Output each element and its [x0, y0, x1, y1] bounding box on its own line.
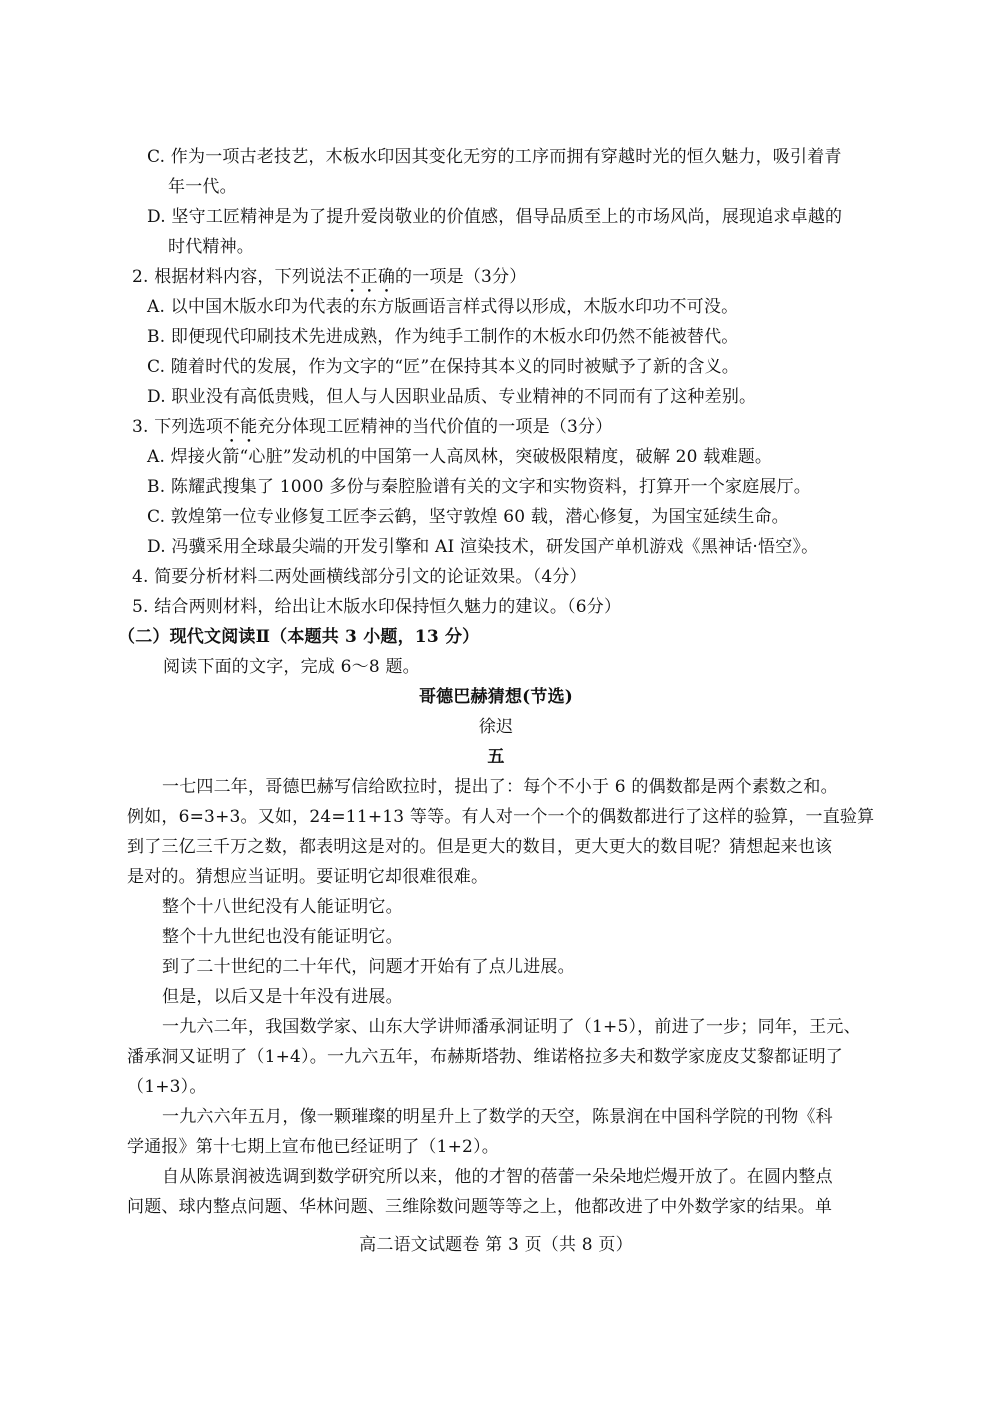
article-line: 一九六六年五月，像一颗璀璨的明星升上了数学的天空，陈景润在中国科学院的刊物《科	[162, 1107, 833, 1127]
article-line: 整个十八世纪没有人能证明它。	[162, 897, 403, 917]
section-heading: （二）现代文阅读Ⅱ（本题共 3 小题，13 分）	[118, 627, 480, 647]
article-line: 学通报》第十七期上宣布他已经证明了（1+2）。	[127, 1137, 499, 1157]
article-author: 徐迟	[478, 717, 514, 737]
q2-stem	[132, 266, 526, 297]
article-line: （1+3）。	[127, 1077, 207, 1097]
article-section-number: 五	[487, 747, 505, 767]
q2-stem-end: 的一项是（3分）	[395, 267, 527, 287]
article-line: 自从陈景润被选调到数学研究所以来，他的才智的蓓蕾一朵朵地烂熳开放了。在圆内整点	[162, 1167, 833, 1187]
q1-option-d-line1: D. 坚守工匠精神是为了提升爱岗敬业的价值感，倡导品质至上的市场风尚，展现追求卓越的	[147, 207, 843, 227]
section-instruction: 阅读下面的文字，完成 6～8 题。	[163, 657, 420, 677]
q3-stem-start: 3. 下列选项	[132, 417, 224, 437]
q5-text: 5. 结合两则材料，给出让木版水印保持恒久魅力的建议。（6分）	[132, 597, 622, 617]
article-line: 整个十九世纪也没有能证明它。	[162, 927, 403, 947]
q3-stem-end: 充分体现工匠精神的当代价值的一项是（3分）	[257, 417, 613, 437]
page-footer: 高二语文试题卷 第 3 页（共 8 页）	[359, 1235, 633, 1255]
q1-option-d-line2: 时代精神。	[168, 237, 254, 257]
article-line: 但是，以后又是十年没有进展。	[162, 987, 403, 1007]
q2-option-b: B. 即便现代印刷技术先进成熟，作为纯手工制作的木板水印仍然不能被替代。	[147, 327, 739, 347]
q2-stem-start: 2. 根据材料内容，下列说法	[132, 267, 344, 287]
article-line: 到了二十世纪的二十年代，问题才开始有了点儿进展。	[162, 957, 575, 977]
article-line: 一九六二年，我国数学家、山东大学讲师潘承洞证明了（1+5），前进了一步；同年，王元、	[162, 1017, 861, 1037]
q3-option-c: C. 敦煌第一位专业修复工匠李云鹤，坚守敦煌 60 载，潜心修复，为国宝延续生命。	[147, 507, 789, 527]
article-title: 哥德巴赫猜想(节选)	[418, 687, 574, 707]
q3-stem	[132, 416, 612, 447]
article-line: 潘承洞又证明了（1+4）。一九六五年，布赫斯塔勃、维诺格拉多夫和数学家庞皮艾黎都证明了	[127, 1047, 843, 1067]
q3-stem-emphasis: 不能	[223, 417, 258, 437]
q3-option-d: D. 冯骥采用全球最尖端的开发引擎和 AI 渲染技术，研发国产单机游戏《黑神话·悟空》。	[147, 537, 819, 557]
article-line: 到了三亿三千万之数，都表明这是对的。但是更大的数目，更大更大的数目呢？猜想起来也该	[127, 837, 833, 857]
q2-stem-emphasis: 不正确	[343, 267, 396, 287]
q1-option-c-line2: 年一代。	[168, 177, 237, 197]
q3-option-a: A. 焊接火箭“心脏”发动机的中国第一人高凤林，突破极限精度，破解 20 载难题。	[147, 447, 773, 467]
q3-option-b: B. 陈耀武搜集了 1000 多份与秦腔脸谱有关的文字和实物资料，打算开一个家庭展厅。	[147, 477, 811, 497]
article-line: 一七四二年，哥德巴赫写信给欧拉时，提出了：每个不小于 6 的偶数都是两个素数之和。	[162, 777, 838, 797]
article-line: 例如，6=3+3。又如，24=11+13 等等。有人对一个一个的偶数都进行了这样的验算，一直验算	[127, 807, 875, 827]
article-line: 问题、球内整点问题、华林问题、三维除数问题等等之上，他都改进了中外数学家的结果。单	[127, 1197, 833, 1217]
q1-option-c-line1: C. 作为一项古老技艺，木板水印因其变化无穷的工序而拥有穿越时光的恒久魅力，吸引着青	[147, 147, 842, 167]
q4-text: 4. 简要分析材料二两处画横线部分引文的论证效果。（4分）	[132, 567, 587, 587]
q2-option-a: A. 以中国木版水印为代表的东方版画语言样式得以形成，木版水印功不可没。	[147, 297, 739, 317]
article-line: 是对的。猜想应当证明。要证明它却很难很难。	[127, 867, 489, 887]
q2-option-d: D. 职业没有高低贵贱，但人与人因职业品质、专业精神的不同而有了这种差别。	[147, 387, 757, 407]
q2-option-c: C. 随着时代的发展，作为文字的“匠”在保持其本义的同时被赋予了新的含义。	[147, 357, 739, 377]
